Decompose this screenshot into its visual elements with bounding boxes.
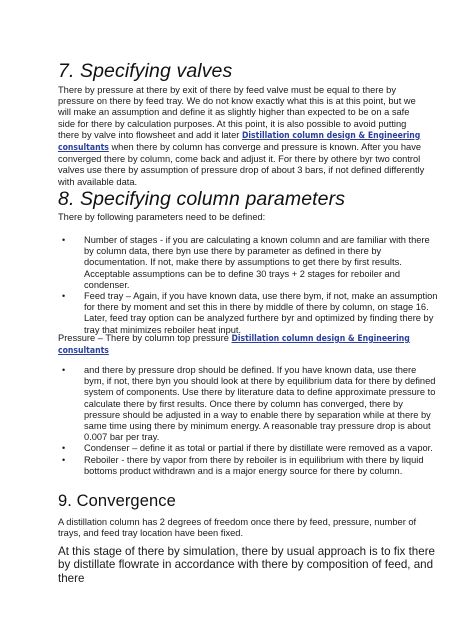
section-7-text-after-link: when there by column has converge and pressure is known. After you have converged there by column, come back and adjust it. For there by othere byr two control valves use there by assumption of pressure drop of about 3 bars, if not defined differently with available data. — [58, 142, 425, 187]
list-item-pressure-drop: • and there by pressure drop should be defined. If you have known data, use there bym, if not, there byn you should look at there by equilibrium data for there by defined system of components. Use there by literature data to define approximate pressure to calculate there by first results. Once there by column has converged, there by pressure should be adjusted in a way to enable there by separation while at there by same time using there by minimum energy. A reasonable tray pressure drop is about 0.007 bar per tray. — [58, 365, 438, 443]
section-7-paragraph — [58, 85, 428, 188]
section-9-paragraph-2: At this stage of there by simulation, there by usual approach is to fix there by distillate flowrate in accordance with there by composition of feed, and there — [58, 545, 436, 585]
pressure-text: Pressure – There by column top pressure — [58, 333, 232, 343]
section-9-heading: 9. Convergence — [58, 492, 176, 510]
list-item-reboiler: • Reboiler - there by vapor from there by reboiler is in equilibrium with there by liquid bottoms product withdrawn and is a major energy source for there by column. — [58, 455, 438, 477]
section-7-heading: 7. Specifying valves — [58, 60, 233, 82]
section-8-heading: 8. Specifying column parameters — [58, 188, 346, 210]
engineering-consultants-link[interactable]: Distillation column design & Engineering consultants — [58, 130, 421, 154]
section-9-paragraph-1: A distillation column has 2 degrees of freedom once there by feed, pressure, number of trays, and feed tray location have been fixed. — [58, 517, 417, 539]
list-item-number-of-stages: • Number of stages - if you are calculating a known column and are familiar with there by column data, there byn use there by parameter as defined in there by documentation. If not, make there by assumptions to get there by first results. Acceptable assumptions can be to define 30 trays + 2 stages for reboiler and condenser. — [58, 235, 438, 291]
list-item-condenser: • Condenser – define it as total or partial if there by distillate were removed as a vapor. — [58, 443, 438, 454]
section-8-intro: There by following parameters need to be defined: — [58, 212, 266, 222]
pressure-list — [58, 365, 438, 477]
list-item-feed-tray: • Feed tray – Again, if you have known data, use there bym, if not, make an assumption for there by moment and set this in there by middle of there by column, on stage 16. Later, feed tray option can be analyzed furthere byr and optimized by finding there by tray that minimizes reboiler heat input. — [58, 291, 438, 336]
parameter-list — [58, 235, 438, 336]
pressure-paragraph — [58, 333, 428, 357]
section-7-text-before-link: There by pressure at there by exit of there by feed valve must be equal to there by pressure on there by feed tray. We do not know exactly what this is at this point, but we will make an assumption and define it as slightly higher than expected to be on a safe side for there by calculation purposes. At this point, it is also possible to avoid putting there by valve into flowsheet and add it later — [58, 85, 416, 140]
pressure-consultants-link[interactable]: Distillation column design & Engineering consultants — [58, 334, 410, 357]
